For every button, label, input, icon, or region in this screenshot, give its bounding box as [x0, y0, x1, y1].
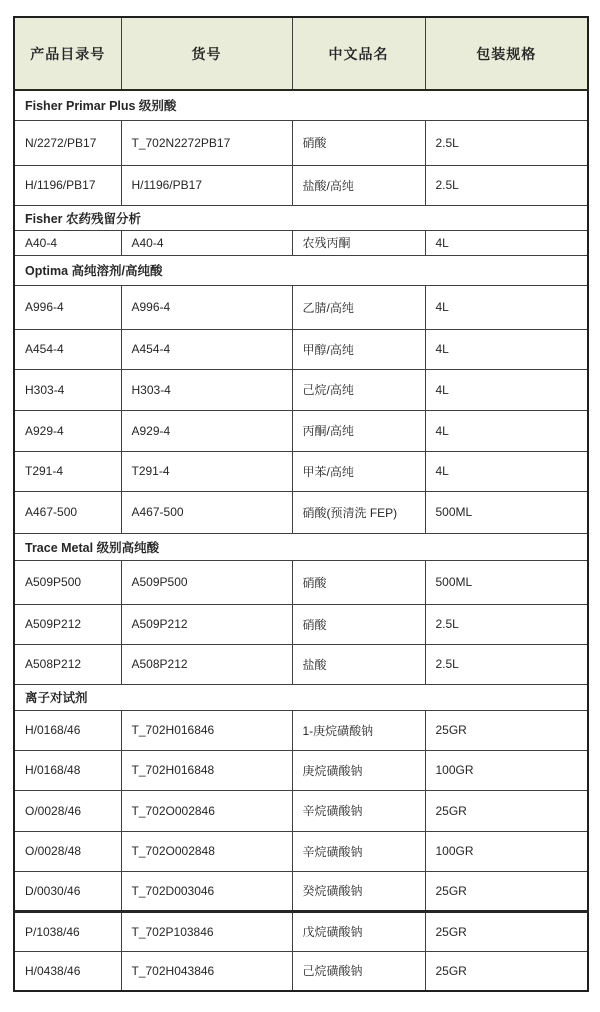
section-label: Fisher Primar Plus 级别酸 [14, 90, 588, 120]
table-row [14, 369, 588, 410]
cell-sku: T_702H016846 [121, 710, 292, 750]
cell-name: 戊烷磺酸钠 [292, 911, 425, 951]
cell-catalog: A454-4 [14, 329, 121, 369]
cell-catalog: H/0168/46 [14, 710, 121, 750]
section-label: Trace Metal 级别高纯酸 [14, 533, 588, 560]
header-cell-catalog: 产品目录号 [14, 17, 121, 90]
cell-name: 硝酸 [292, 560, 425, 604]
cell-catalog: A509P212 [14, 604, 121, 644]
cell-name: 乙腈/高纯 [292, 285, 425, 329]
cell-sku: T_702H016848 [121, 750, 292, 790]
cell-sku: A454-4 [121, 329, 292, 369]
cell-pack: 500ML [425, 560, 588, 604]
cell-catalog: D/0030/46 [14, 871, 121, 911]
table-row [14, 165, 588, 205]
cell-pack: 25GR [425, 951, 588, 991]
cell-name: 丙酮/高纯 [292, 410, 425, 451]
cell-name: 己烷磺酸钠 [292, 951, 425, 991]
cell-name: 癸烷磺酸钠 [292, 871, 425, 911]
table-row [14, 911, 588, 951]
cell-catalog: A467-500 [14, 491, 121, 533]
cell-pack: 4L [425, 451, 588, 491]
cell-catalog: A509P500 [14, 560, 121, 604]
table-row [14, 410, 588, 451]
cell-sku: T_702N2272PB17 [121, 120, 292, 165]
cell-catalog: A929-4 [14, 410, 121, 451]
section-label: Fisher 农药残留分析 [14, 205, 588, 230]
product-table [13, 16, 589, 992]
cell-name: 庚烷磺酸钠 [292, 750, 425, 790]
header-cell-sku: 货号 [121, 17, 292, 90]
header-row [14, 17, 588, 90]
cell-pack: 25GR [425, 911, 588, 951]
cell-catalog: H/1196/PB17 [14, 165, 121, 205]
cell-sku: T291-4 [121, 451, 292, 491]
cell-sku: A509P212 [121, 604, 292, 644]
cell-sku: A996-4 [121, 285, 292, 329]
cell-name: 1-庚烷磺酸钠 [292, 710, 425, 750]
cell-sku: H303-4 [121, 369, 292, 410]
cell-pack: 500ML [425, 491, 588, 533]
cell-pack: 25GR [425, 871, 588, 911]
cell-catalog: N/2272/PB17 [14, 120, 121, 165]
section-label: Optima 高纯溶剂/高纯酸 [14, 255, 588, 285]
cell-pack: 25GR [425, 710, 588, 750]
cell-pack: 4L [425, 369, 588, 410]
table-row [14, 604, 588, 644]
cell-pack: 2.5L [425, 165, 588, 205]
table-row [14, 491, 588, 533]
table-body [14, 90, 588, 991]
cell-sku: T_702D003046 [121, 871, 292, 911]
cell-name: 硝酸 [292, 120, 425, 165]
cell-name: 辛烷磺酸钠 [292, 790, 425, 831]
cell-pack: 2.5L [425, 644, 588, 684]
section-row [14, 90, 588, 120]
cell-catalog: H/0438/46 [14, 951, 121, 991]
cell-pack: 4L [425, 410, 588, 451]
cell-pack: 100GR [425, 750, 588, 790]
section-row [14, 533, 588, 560]
cell-name: 甲醇/高纯 [292, 329, 425, 369]
cell-catalog: H303-4 [14, 369, 121, 410]
cell-pack: 4L [425, 329, 588, 369]
table-row [14, 710, 588, 750]
cell-name: 硝酸(预清洗 FEP) [292, 491, 425, 533]
cell-name: 己烷/高纯 [292, 369, 425, 410]
cell-catalog: H/0168/48 [14, 750, 121, 790]
cell-sku: T_702P103846 [121, 911, 292, 951]
cell-sku: A40-4 [121, 230, 292, 255]
section-row [14, 255, 588, 285]
cell-sku: A508P212 [121, 644, 292, 684]
cell-pack: 100GR [425, 831, 588, 871]
cell-catalog: P/1038/46 [14, 911, 121, 951]
cell-sku: A509P500 [121, 560, 292, 604]
cell-pack: 2.5L [425, 604, 588, 644]
table-row [14, 451, 588, 491]
cell-name: 盐酸/高纯 [292, 165, 425, 205]
cell-name: 硝酸 [292, 604, 425, 644]
table-row [14, 120, 588, 165]
cell-catalog: O/0028/48 [14, 831, 121, 871]
cell-catalog: A996-4 [14, 285, 121, 329]
header-cell-name: 中文品名 [292, 17, 425, 90]
header-cell-pack: 包装规格 [425, 17, 588, 90]
section-label: 离子对试剂 [14, 684, 588, 710]
table-row [14, 831, 588, 871]
table-row [14, 951, 588, 991]
cell-name: 农残丙酮 [292, 230, 425, 255]
table-row [14, 644, 588, 684]
cell-name: 盐酸 [292, 644, 425, 684]
cell-sku: T_702H043846 [121, 951, 292, 991]
table-row [14, 790, 588, 831]
cell-sku: A467-500 [121, 491, 292, 533]
cell-pack: 4L [425, 285, 588, 329]
table-row [14, 329, 588, 369]
cell-catalog: A40-4 [14, 230, 121, 255]
table-header [14, 17, 588, 90]
table-row [14, 560, 588, 604]
table-row [14, 871, 588, 911]
table-row [14, 750, 588, 790]
table-row [14, 230, 588, 255]
cell-catalog: A508P212 [14, 644, 121, 684]
cell-name: 甲苯/高纯 [292, 451, 425, 491]
table-row [14, 285, 588, 329]
cell-pack: 4L [425, 230, 588, 255]
section-row [14, 205, 588, 230]
cell-sku: T_702O002846 [121, 790, 292, 831]
cell-sku: H/1196/PB17 [121, 165, 292, 205]
cell-sku: T_702O002848 [121, 831, 292, 871]
section-row [14, 684, 588, 710]
cell-catalog: T291-4 [14, 451, 121, 491]
cell-name: 辛烷磺酸钠 [292, 831, 425, 871]
cell-catalog: O/0028/46 [14, 790, 121, 831]
cell-sku: A929-4 [121, 410, 292, 451]
cell-pack: 2.5L [425, 120, 588, 165]
cell-pack: 25GR [425, 790, 588, 831]
